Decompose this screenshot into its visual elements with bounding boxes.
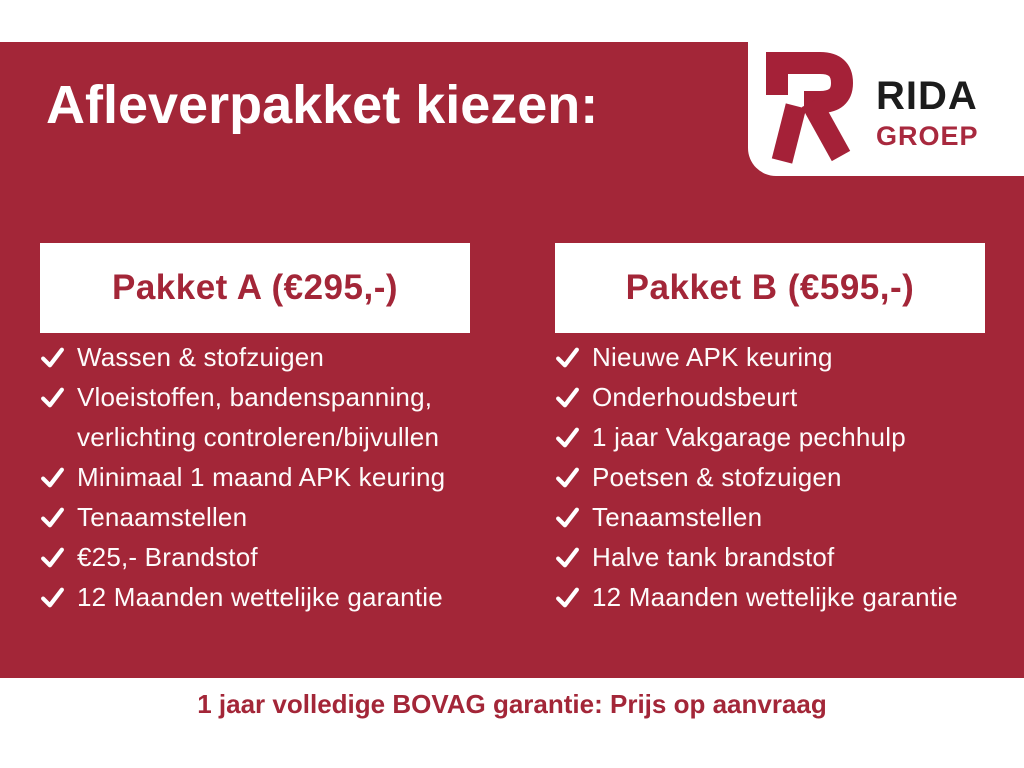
feature-line: Halve tank brandstof [592, 542, 835, 572]
feature-line: 12 Maanden wettelijke garantie [592, 582, 958, 612]
check-icon [555, 545, 580, 570]
feature-line: Nieuwe APK keuring [592, 342, 833, 372]
feature-text [77, 577, 443, 617]
feature-line: Minimaal 1 maand APK keuring [77, 462, 446, 492]
feature-text [77, 457, 445, 497]
package-header [555, 243, 985, 333]
package-a-column [40, 243, 510, 617]
feature-line: Tenaamstellen [77, 502, 248, 532]
logo-text [876, 76, 979, 150]
feature-item [555, 537, 1024, 577]
package-feature-list [40, 333, 510, 617]
check-icon [40, 585, 65, 610]
feature-item [555, 337, 1024, 377]
check-icon [555, 585, 580, 610]
feature-line: €25,- Brandstof [77, 542, 258, 572]
check-icon [555, 465, 580, 490]
feature-item [40, 577, 510, 617]
feature-line: Vloeistoffen, bandenspanning, [77, 382, 433, 412]
feature-item [40, 457, 510, 497]
check-icon [555, 345, 580, 370]
feature-line: verlichting controleren/bijvullen [77, 422, 440, 452]
feature-line: Tenaamstellen [592, 502, 763, 532]
check-icon [40, 385, 65, 410]
check-icon [555, 385, 580, 410]
feature-text [592, 337, 833, 377]
feature-text [592, 417, 906, 457]
rida-r-logo-icon [764, 51, 856, 173]
feature-text [592, 377, 797, 417]
check-icon [40, 465, 65, 490]
feature-item [40, 377, 510, 457]
footer-bar [0, 678, 1024, 768]
feature-line: 1 jaar Vakgarage pechhulp [592, 422, 906, 452]
feature-line: Wassen & stofzuigen [77, 342, 325, 372]
feature-item [555, 457, 1024, 497]
check-icon [40, 545, 65, 570]
feature-line: 12 Maanden wettelijke garantie [77, 582, 443, 612]
feature-item [555, 377, 1024, 417]
check-icon [40, 345, 65, 370]
package-feature-list [555, 333, 1024, 617]
feature-text [592, 497, 762, 537]
check-icon [555, 505, 580, 530]
logo-subtitle: GROEP [876, 121, 979, 151]
feature-text [592, 577, 958, 617]
feature-item [40, 337, 510, 377]
feature-text [77, 497, 247, 537]
feature-item [555, 577, 1024, 617]
feature-text [592, 457, 842, 497]
feature-line: Onderhoudsbeurt [592, 382, 798, 412]
feature-text [77, 537, 258, 577]
feature-line: Poetsen & stofzuigen [592, 462, 842, 492]
feature-item [40, 497, 510, 537]
logo-name: RIDA [876, 74, 978, 118]
feature-item [555, 497, 1024, 537]
package-b-column [555, 243, 1024, 617]
package-title: Pakket A (€295,-) [111, 268, 399, 307]
logo [748, 0, 1024, 176]
check-icon [555, 425, 580, 450]
package-title: Pakket B (€595,-) [625, 268, 915, 307]
feature-text [592, 537, 834, 577]
feature-text [77, 337, 324, 377]
feature-item [40, 537, 510, 577]
footer-note: 1 jaar volledige BOVAG garantie: Prijs op aanvraag [197, 689, 827, 719]
package-header [40, 243, 470, 333]
page-title: Afleverpakket kiezen: [46, 75, 599, 135]
feature-text [77, 377, 439, 457]
feature-item [555, 417, 1024, 457]
check-icon [40, 505, 65, 530]
